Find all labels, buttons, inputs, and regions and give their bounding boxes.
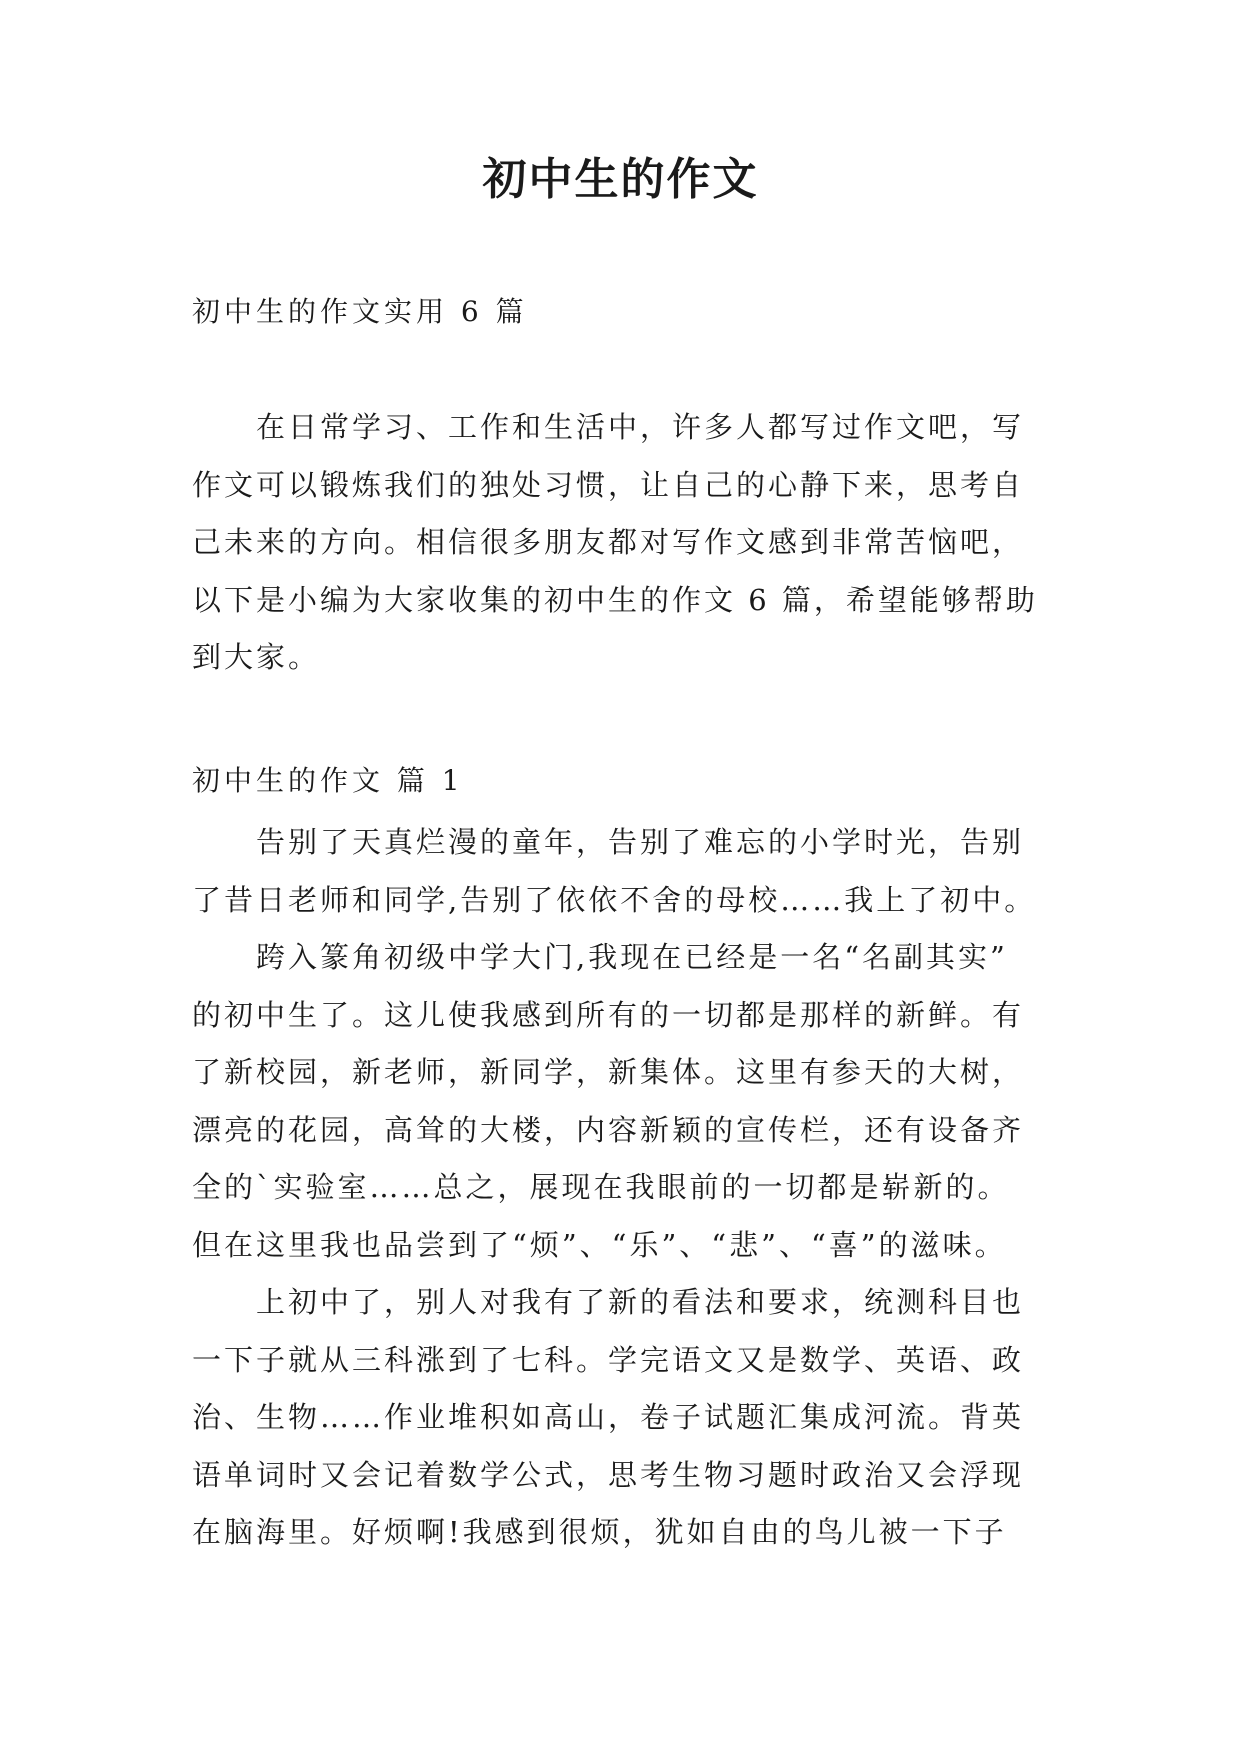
body-line: 语单词时又会记着数学公式，思考生物习题时政治又会浮现 <box>192 1457 1025 1492</box>
body-line: 但在这里我也品尝到了“烦”、“乐”、“悲”、“喜”的滋味。 <box>192 1227 1007 1262</box>
body-line: 治、生物……作业堆积如高山，卷子试题汇集成河流。背英 <box>192 1400 1025 1434</box>
document-title: 初中生的作文 <box>482 154 759 205</box>
body-line: 告别了天真烂漫的童年，告别了难忘的小学时光，告别 <box>256 825 1025 859</box>
section-heading: 初中生的作文 篇 1 <box>192 764 464 797</box>
intro-line: 作文可以锻炼我们的独处习惯，让自己的心静下来，思考自 <box>192 467 1025 502</box>
body-line: 了昔日老师和同学,告别了依依不舍的母校……我上了初中。 <box>192 882 1037 917</box>
body-line: 漂亮的花园，高耸的大楼，内容新颖的宣传栏，还有设备齐 <box>192 1112 1025 1147</box>
section-body <box>192 814 1052 1562</box>
body-line: 的初中生了。这儿使我感到所有的一切都是那样的新鲜。有 <box>192 997 1025 1032</box>
document-subtitle: 初中生的作文实用 6 篇 <box>192 295 528 328</box>
intro-line: 己未来的方向。相信很多朋友都对写作文感到非常苦恼吧， <box>192 525 1025 559</box>
body-line: 在脑海里。好烦啊!我感到很烦，犹如自由的鸟儿被一下子 <box>192 1515 1007 1549</box>
body-line: 上初中了，别人对我有了新的看法和要求，统测科目也 <box>256 1285 1025 1319</box>
intro-paragraph <box>192 399 1052 687</box>
intro-line: 以下是小编为大家收集的初中生的作文 6 篇，希望能够帮助 <box>192 582 1038 617</box>
body-line: 全的`实验室……总之，展现在我眼前的一切都是崭新的。 <box>192 1170 1010 1204</box>
body-line: 一下子就从三科涨到了七科。学完语文又是数学、英语、政 <box>192 1342 1025 1377</box>
intro-line: 到大家。 <box>192 640 321 674</box>
body-line: 了新校园，新老师，新同学，新集体。这里有参天的大树， <box>192 1055 1025 1089</box>
body-line: 跨入篆角初级中学大门,我现在已经是一名“名副其实” <box>256 940 1008 974</box>
intro-line: 在日常学习、工作和生活中，许多人都写过作文吧，写 <box>256 410 1025 444</box>
